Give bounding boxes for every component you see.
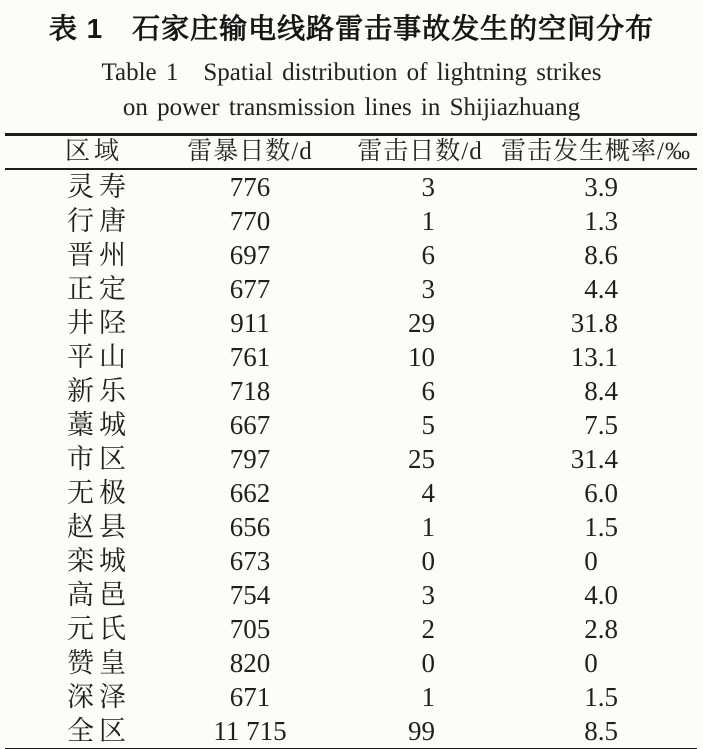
thunderstorm-days-cell: 718 — [229, 376, 271, 406]
region-cell: 深泽 — [67, 682, 131, 712]
table-row — [5, 544, 697, 578]
thunderstorm-days-cell: 761 — [229, 342, 271, 372]
region-cell: 灵寿 — [67, 172, 131, 202]
region-cell: 市区 — [67, 444, 131, 474]
thunderstorm-days-cell: 770 — [229, 206, 271, 236]
header-region: 区域 — [65, 138, 124, 165]
probability-cell: 8.6 — [584, 240, 618, 270]
table-caption-en-line2: on power transmission lines in Shijiazhuang — [122, 94, 581, 121]
strike-days-cell: 2 — [421, 614, 435, 644]
thunderstorm-days-cell: 754 — [229, 580, 271, 610]
thunderstorm-days-cell: 662 — [229, 478, 271, 508]
region-cell: 无极 — [67, 478, 131, 508]
table-row — [5, 612, 697, 646]
region-cell: 全区 — [67, 716, 131, 746]
strike-days-cell: 29 — [408, 308, 435, 338]
table-row — [5, 306, 697, 340]
probability-cell: 0 — [584, 546, 598, 576]
region-cell: 赵县 — [67, 512, 131, 542]
probability-cell: 8.5 — [584, 716, 618, 746]
thunderstorm-days-cell: 911 — [230, 308, 270, 338]
header-strike-probability: 雷击发生概率/‰ — [501, 138, 691, 165]
probability-cell: 0 — [584, 648, 598, 678]
probability-cell: 1.5 — [584, 512, 618, 542]
strike-days-cell: 3 — [421, 172, 435, 202]
thunderstorm-days-cell: 820 — [229, 648, 271, 678]
strike-days-cell: 1 — [421, 682, 435, 712]
thunderstorm-days-cell: 671 — [229, 682, 271, 712]
probability-cell: 1.5 — [584, 682, 618, 712]
thunderstorm-days-cell: 797 — [229, 444, 271, 474]
probability-cell: 1.3 — [584, 206, 618, 236]
table-row — [5, 510, 697, 544]
region-cell: 行唐 — [67, 206, 131, 236]
header-thunderstorm-days: 雷暴日数/d — [187, 138, 313, 165]
strike-days-cell: 99 — [408, 716, 435, 746]
region-cell: 栾城 — [67, 546, 131, 576]
strike-days-cell: 0 — [421, 648, 435, 678]
region-cell: 井陉 — [67, 308, 131, 338]
thunderstorm-days-cell: 673 — [229, 546, 271, 576]
thunderstorm-days-cell: 11 715 — [213, 716, 287, 746]
table-row — [5, 578, 697, 612]
table-row — [5, 442, 697, 476]
table-row — [5, 408, 697, 442]
region-cell: 晋州 — [67, 240, 131, 270]
region-cell: 平山 — [67, 342, 131, 372]
data-table — [5, 133, 697, 749]
region-cell: 赞皇 — [67, 648, 131, 678]
table-row — [5, 374, 697, 408]
strike-days-cell: 10 — [408, 342, 435, 372]
probability-cell: 3.9 — [584, 172, 618, 202]
strike-days-cell: 3 — [421, 274, 435, 304]
probability-cell: 2.8 — [584, 614, 618, 644]
region-cell: 高邑 — [67, 580, 131, 610]
probability-cell: 6.0 — [584, 478, 618, 508]
thunderstorm-days-cell: 776 — [229, 172, 271, 202]
strike-days-cell: 6 — [421, 376, 435, 406]
region-cell: 元氏 — [67, 614, 131, 644]
strike-days-cell: 1 — [421, 206, 435, 236]
probability-cell: 31.4 — [570, 444, 618, 474]
probability-cell: 4.0 — [584, 580, 618, 610]
strike-days-cell: 5 — [421, 410, 435, 440]
table-row — [5, 169, 697, 204]
region-cell: 新乐 — [67, 376, 131, 406]
strike-days-cell: 25 — [408, 444, 435, 474]
thunderstorm-days-cell: 656 — [229, 512, 271, 542]
thunderstorm-days-cell: 697 — [229, 240, 271, 270]
header-strike-days: 雷击日数/d — [357, 138, 483, 165]
table-row — [5, 238, 697, 272]
thunderstorm-days-cell: 677 — [229, 274, 271, 304]
table-row — [5, 272, 697, 306]
region-cell: 藁城 — [67, 410, 131, 440]
table-row — [5, 476, 697, 510]
table-row — [5, 680, 697, 714]
table-row — [5, 646, 697, 680]
table-body — [5, 169, 697, 749]
strike-days-cell: 1 — [421, 512, 435, 542]
probability-cell: 31.8 — [570, 308, 618, 338]
table-caption-zh: 表 1 石家庄输电线路雷击事故发生的空间分布 — [48, 13, 655, 44]
thunderstorm-days-cell: 667 — [229, 410, 271, 440]
probability-cell: 8.4 — [584, 376, 618, 406]
strike-days-cell: 4 — [421, 478, 435, 508]
table-row — [5, 204, 697, 238]
thunderstorm-days-cell: 705 — [229, 614, 271, 644]
strike-days-cell: 0 — [421, 546, 435, 576]
strike-days-cell: 3 — [421, 580, 435, 610]
probability-cell: 13.1 — [570, 342, 618, 372]
probability-cell: 7.5 — [584, 410, 618, 440]
table-row — [5, 340, 697, 374]
strike-days-cell: 6 — [421, 240, 435, 270]
region-cell: 正定 — [67, 274, 131, 304]
table-header-row — [5, 135, 697, 170]
table-caption-en-line1: Table 1 Spatial distribution of lightning strikes — [101, 59, 602, 86]
table-row — [5, 714, 697, 749]
probability-cell: 4.4 — [584, 274, 618, 304]
